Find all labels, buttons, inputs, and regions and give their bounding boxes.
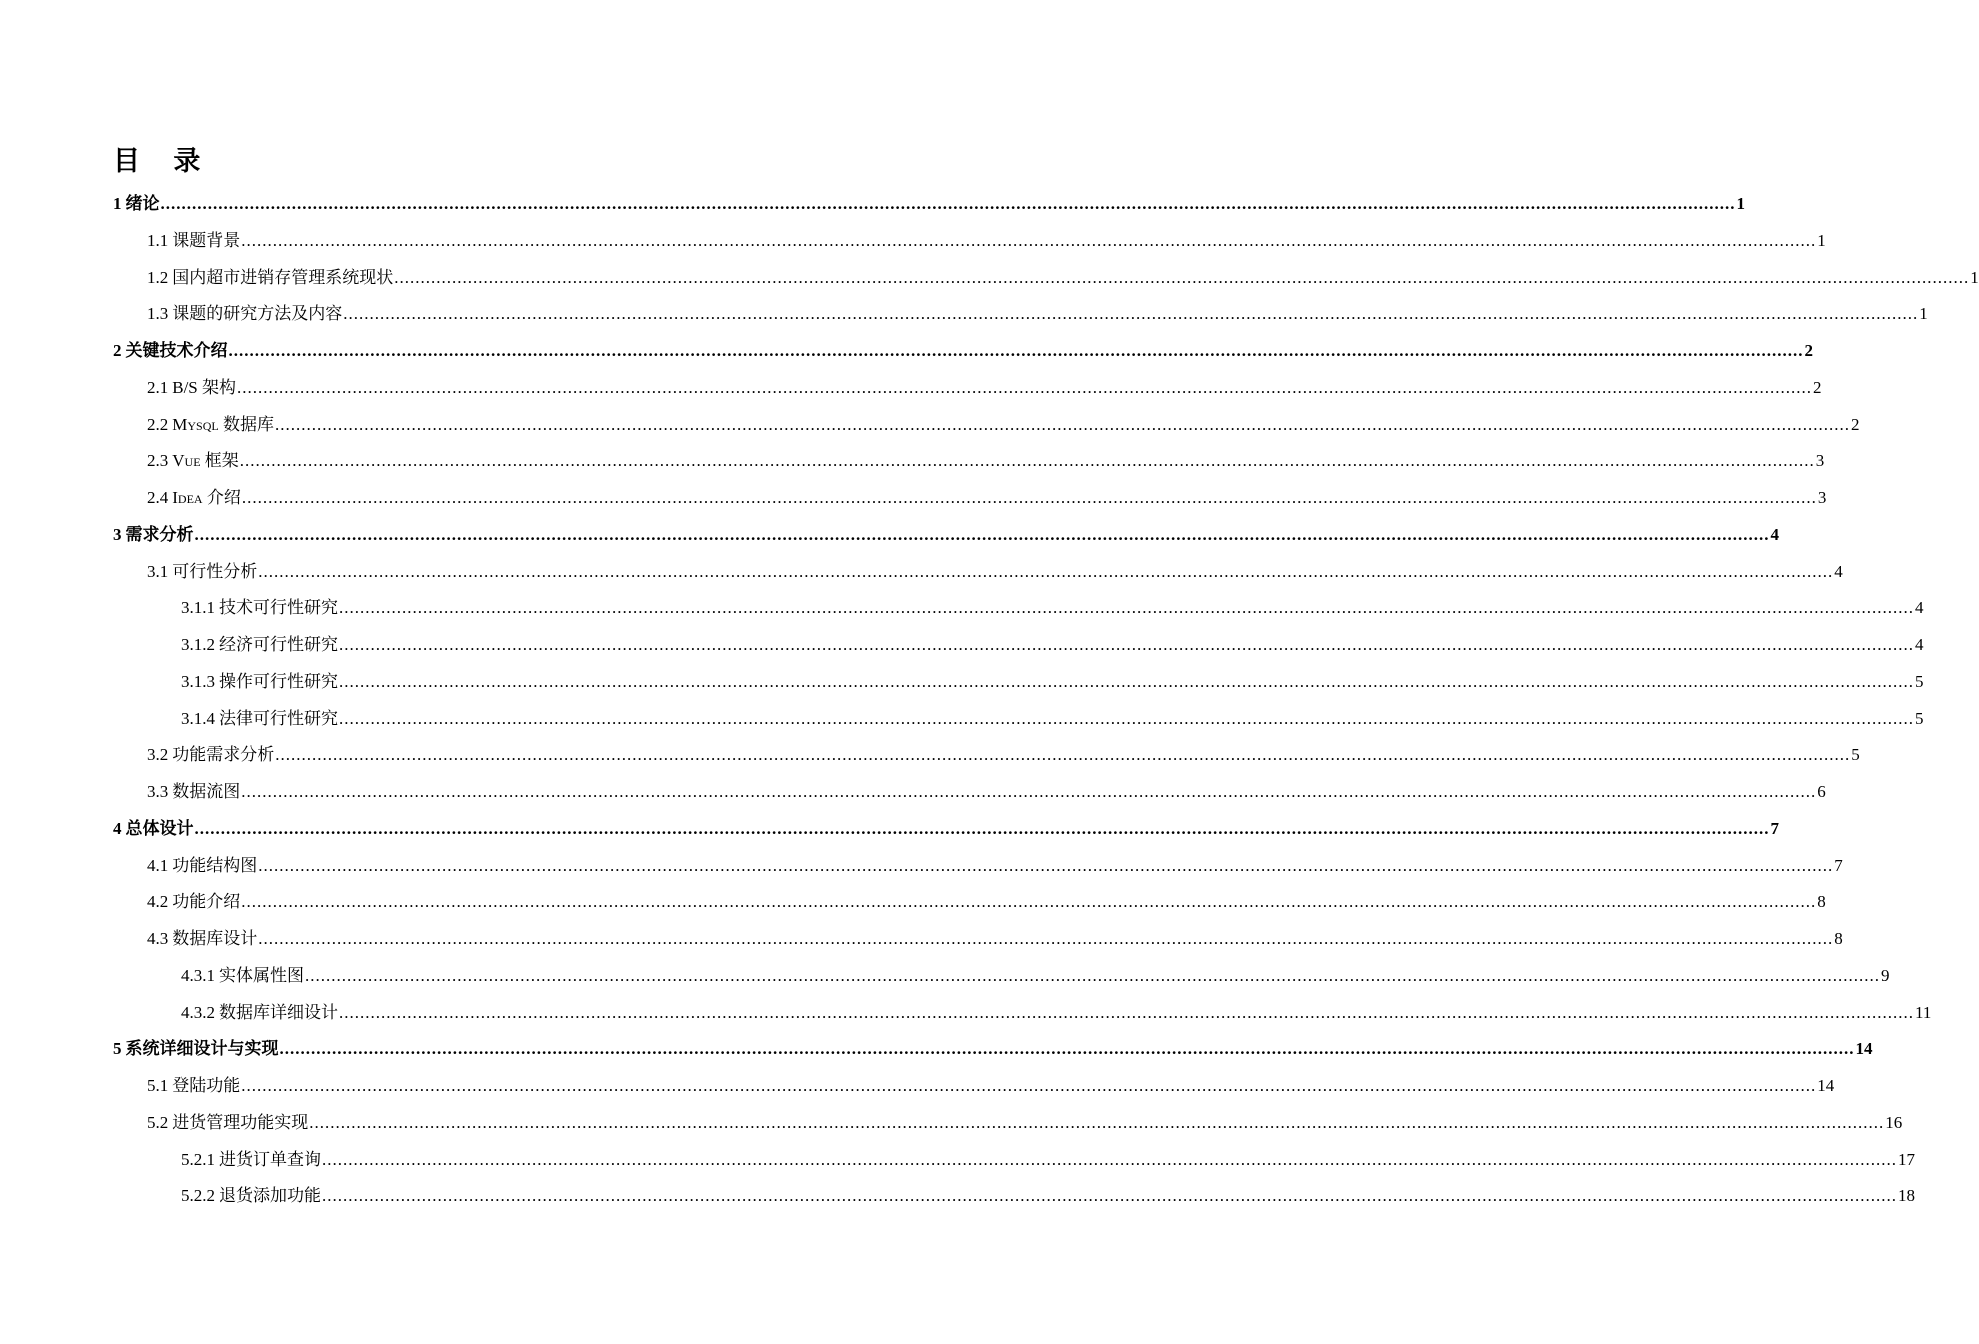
toc-entry-label: 数据库详细设计 (219, 1002, 338, 1022)
dot-leader: ............................................................................................................................................................................................................................................................................................................ (322, 1149, 1897, 1169)
dot-leader: ............................................................................................................................................................................................................................................................................................................ (241, 488, 1817, 507)
toc-entry-page-number: 7 (1834, 855, 1843, 875)
toc-entry[interactable] (113, 701, 1924, 738)
toc-entry-page-number: 5 (1915, 671, 1924, 691)
toc-entry-text (147, 848, 257, 885)
toc-entry-text (113, 811, 194, 848)
toc-entry-text (181, 664, 338, 701)
toc-entry-page-number: 6 (1817, 782, 1826, 801)
toc-entry-label: 需求分析 (125, 524, 194, 544)
toc-entry-text (147, 1105, 308, 1142)
dot-leader: ............................................................................................................................................................................................................................................................................................................ (241, 230, 1817, 250)
toc-entry-label: 绪论 (125, 194, 160, 213)
dot-leader: ............................................................................................................................................................................................................................................................................................................ (274, 414, 1850, 434)
toc-entry[interactable] (113, 223, 1826, 260)
toc-entry-label: 国内超市进销存管理系统现状 (172, 267, 394, 287)
toc-entry-text (147, 260, 393, 297)
toc-entry[interactable] (113, 370, 1822, 407)
toc-entry-label: 技术可行性研究 (219, 598, 338, 618)
toc-entry-label: 操作可行性研究 (219, 671, 338, 691)
toc-entry-text (113, 517, 194, 554)
toc-entry-page-number: 4 (1915, 598, 1924, 618)
toc-entry-number: 3.1 (147, 561, 169, 581)
toc-entry-text (113, 1031, 279, 1068)
dot-leader: ............................................................................................................................................................................................................................................................................................................ (228, 341, 1804, 360)
toc-entry-number: 3.2 (147, 745, 169, 765)
toc-entry[interactable] (113, 554, 1843, 591)
toc-entry[interactable] (113, 590, 1924, 627)
toc-entry[interactable] (113, 1142, 1915, 1179)
toc-entry-text (181, 995, 338, 1032)
dot-leader: ............................................................................................................................................................................................................................................................................................................ (275, 745, 1851, 765)
toc-entry-number: 2.1 (147, 377, 169, 397)
toc-entry-number: 3.1.2 (181, 635, 215, 654)
toc-entry[interactable] (113, 737, 1860, 774)
toc-entry[interactable] (113, 958, 1890, 995)
toc-entry[interactable] (113, 1068, 1835, 1105)
toc-entry-number: 2.2 (147, 414, 169, 434)
toc-entry-page-number: 4 (1915, 635, 1924, 654)
toc-entry-text (147, 370, 236, 407)
toc-entry-text (147, 407, 274, 444)
toc-entry[interactable] (113, 884, 1826, 921)
toc-entry[interactable] (113, 627, 1924, 664)
toc-entry-number: 1.1 (147, 230, 169, 250)
toc-entry-number: 3.1.4 (181, 708, 215, 728)
toc-entry-number: 4.3.1 (181, 965, 215, 985)
toc-entry[interactable] (113, 921, 1843, 958)
dot-leader: ............................................................................................................................................................................................................................................................................................................ (343, 304, 1919, 324)
toc-entry[interactable] (113, 186, 1745, 223)
toc-entry-number: 4.3 (147, 929, 169, 948)
toc-entry-number: 5.1 (147, 1076, 169, 1095)
toc-entry-label: 数据库设计 (172, 929, 258, 948)
toc-entry-text (147, 223, 240, 260)
toc-entry[interactable] (113, 811, 1779, 848)
toc-entry[interactable] (113, 1105, 1903, 1142)
toc-entry-label: 进货订单查询 (219, 1149, 321, 1169)
toc-entry-text (181, 958, 304, 995)
toc-entry-page-number: 1 (1970, 267, 1979, 287)
toc-entry-page-number: 3 (1817, 488, 1827, 507)
toc-entry-page-number: 8 (1817, 892, 1826, 912)
toc-entry-page-number: 2 (1813, 377, 1822, 397)
toc-entry-page-number: 11 (1915, 1002, 1932, 1022)
toc-entry-number: 1.3 (147, 304, 169, 324)
dot-leader: ............................................................................................................................................................................................................................................................................................................ (241, 782, 1817, 801)
dot-leader: ............................................................................................................................................................................................................................................................................................................ (241, 1076, 1817, 1095)
dot-leader: ............................................................................................................................................................................................................................................................................................................ (194, 524, 1770, 544)
toc-entry-label: Idea 介绍 (172, 488, 241, 507)
toc-entry-number: 5.2.1 (181, 1149, 215, 1169)
toc-entry[interactable] (113, 1178, 1915, 1215)
toc-entry-page-number: 4 (1834, 561, 1843, 581)
toc-entry-text (147, 774, 240, 811)
toc-entry[interactable] (113, 333, 1813, 370)
toc-entry-text (181, 1178, 321, 1215)
toc-entry-label: 数据流图 (172, 782, 241, 801)
toc-entry-text (113, 333, 228, 370)
toc-entry-text (147, 921, 257, 958)
dot-leader: ............................................................................................................................................................................................................................................................................................................ (258, 929, 1834, 948)
dot-leader: ............................................................................................................................................................................................................................................................................................................ (309, 1112, 1885, 1132)
toc-entry-text (181, 590, 338, 627)
toc-entry-number: 5 (113, 1039, 122, 1059)
table-of-contents (113, 186, 1979, 1215)
toc-entry-text (181, 1142, 321, 1179)
toc-entry-page-number: 5 (1915, 708, 1924, 728)
toc-entry-number: 4.1 (147, 855, 169, 875)
toc-entry-label: 关键技术介绍 (125, 341, 228, 360)
toc-entry[interactable] (113, 774, 1826, 811)
toc-entry-text (147, 1068, 240, 1105)
toc-entry-number: 1 (113, 194, 122, 213)
toc-entry-text (147, 554, 257, 591)
toc-entry-label: 法律可行性研究 (219, 708, 338, 728)
toc-entry-label: 课题的研究方法及内容 (172, 304, 343, 324)
dot-leader: ............................................................................................................................................................................................................................................................................................................ (194, 818, 1770, 838)
toc-entry-page-number: 14 (1817, 1076, 1835, 1095)
toc-entry[interactable] (113, 296, 1928, 333)
toc-entry-text (181, 701, 338, 738)
toc-entry-text (181, 627, 338, 664)
toc-entry-page-number: 4 (1770, 524, 1779, 544)
toc-entry-number: 3 (113, 524, 122, 544)
toc-entry-text (147, 737, 274, 774)
toc-entry-page-number: 2 (1804, 341, 1813, 360)
toc-entry-number: 2 (113, 341, 122, 360)
toc-entry-number: 3.1.1 (181, 598, 215, 618)
toc-entry-page-number: 5 (1851, 745, 1860, 765)
toc-entry-number: 5.2 (147, 1112, 169, 1132)
toc-entry-label: 功能介绍 (172, 892, 241, 912)
toc-entry-page-number: 3 (1815, 451, 1825, 471)
dot-leader: ............................................................................................................................................................................................................................................................................................................ (160, 194, 1736, 213)
toc-entry-number: 1.2 (147, 267, 169, 287)
dot-leader: ............................................................................................................................................................................................................................................................................................................ (258, 561, 1834, 581)
dot-leader: ............................................................................................................................................................................................................................................................................................................ (237, 377, 1813, 397)
toc-entry-page-number: 1 (1736, 194, 1745, 213)
toc-entry-label: 经济可行性研究 (219, 635, 338, 654)
toc-entry[interactable] (113, 443, 1825, 480)
toc-entry-text (147, 296, 342, 333)
toc-entry-label: 功能需求分析 (172, 745, 275, 765)
toc-entry[interactable] (113, 664, 1924, 701)
toc-entry-label: 退货添加功能 (219, 1186, 321, 1206)
toc-entry-label: 登陆功能 (172, 1076, 241, 1095)
toc-entry[interactable] (113, 517, 1779, 554)
toc-entry-label: B/S 架构 (172, 377, 237, 397)
toc-entry-label: Mysql 数据库 (172, 414, 274, 434)
dot-leader: ............................................................................................................................................................................................................................................................................................................ (241, 892, 1817, 912)
toc-entry-page-number: 1 (1919, 304, 1928, 324)
toc-entry-text (113, 186, 160, 223)
dot-leader: ............................................................................................................................................................................................................................................................................................................ (258, 855, 1834, 875)
dot-leader: ............................................................................................................................................................................................................................................................................................................ (305, 965, 1880, 985)
dot-leader: ............................................................................................................................................................................................................................................................................................................ (322, 1186, 1897, 1206)
toc-entry-page-number: 9 (1881, 965, 1890, 985)
dot-leader: ............................................................................................................................................................................................................................................................................................................ (239, 451, 1815, 471)
toc-entry-text (147, 884, 240, 921)
toc-entry-label: 可行性分析 (172, 561, 258, 581)
toc-entry[interactable] (113, 995, 1932, 1032)
dot-leader: ............................................................................................................................................................................................................................................................................................................ (394, 267, 1970, 287)
toc-entry-label: 实体属性图 (219, 965, 304, 985)
toc-entry-page-number: 16 (1885, 1112, 1903, 1132)
toc-entry-label: 总体设计 (125, 818, 194, 838)
toc-entry-page-number: 17 (1898, 1149, 1915, 1169)
toc-entry-number: 2.4 (147, 488, 169, 507)
toc-entry[interactable] (113, 848, 1843, 885)
dot-leader: ............................................................................................................................................................................................................................................................................................................ (339, 1002, 1914, 1022)
toc-entry-label: 功能结构图 (172, 855, 258, 875)
dot-leader: ............................................................................................................................................................................................................................................................................................................ (339, 708, 1914, 728)
toc-entry-page-number: 2 (1850, 414, 1860, 434)
toc-entry[interactable] (113, 407, 1860, 444)
toc-entry-page-number: 1 (1817, 230, 1826, 250)
toc-entry[interactable] (113, 480, 1827, 517)
toc-entry-page-number: 18 (1898, 1186, 1915, 1206)
toc-entry[interactable] (113, 260, 1979, 297)
toc-entry-number: 4.2 (147, 892, 169, 912)
toc-entry-number: 3.1.3 (181, 671, 215, 691)
toc-entry-number: 4 (113, 818, 122, 838)
toc-entry-page-number: 8 (1834, 929, 1843, 948)
toc-entry-number: 2.3 (147, 451, 169, 471)
toc-entry[interactable] (113, 1031, 1873, 1068)
toc-entry-text (147, 480, 241, 517)
toc-entry-text (147, 443, 239, 480)
toc-title: 目 录 (113, 146, 213, 177)
dot-leader: ............................................................................................................................................................................................................................................................................................................ (279, 1039, 1855, 1059)
toc-entry-page-number: 14 (1855, 1039, 1873, 1059)
toc-entry-label: Vue 框架 (172, 451, 239, 471)
toc-entry-label: 课题背景 (172, 230, 241, 250)
toc-entry-label: 系统详细设计与实现 (125, 1039, 279, 1059)
toc-entry-number: 5.2.2 (181, 1186, 215, 1206)
dot-leader: ............................................................................................................................................................................................................................................................................................................ (339, 635, 1914, 654)
toc-entry-number: 4.3.2 (181, 1002, 215, 1022)
toc-entry-number: 3.3 (147, 782, 169, 801)
toc-entry-page-number: 7 (1770, 818, 1779, 838)
dot-leader: ............................................................................................................................................................................................................................................................................................................ (339, 598, 1914, 618)
dot-leader: ............................................................................................................................................................................................................................................................................................................ (339, 671, 1914, 691)
toc-entry-label: 进货管理功能实现 (172, 1112, 309, 1132)
